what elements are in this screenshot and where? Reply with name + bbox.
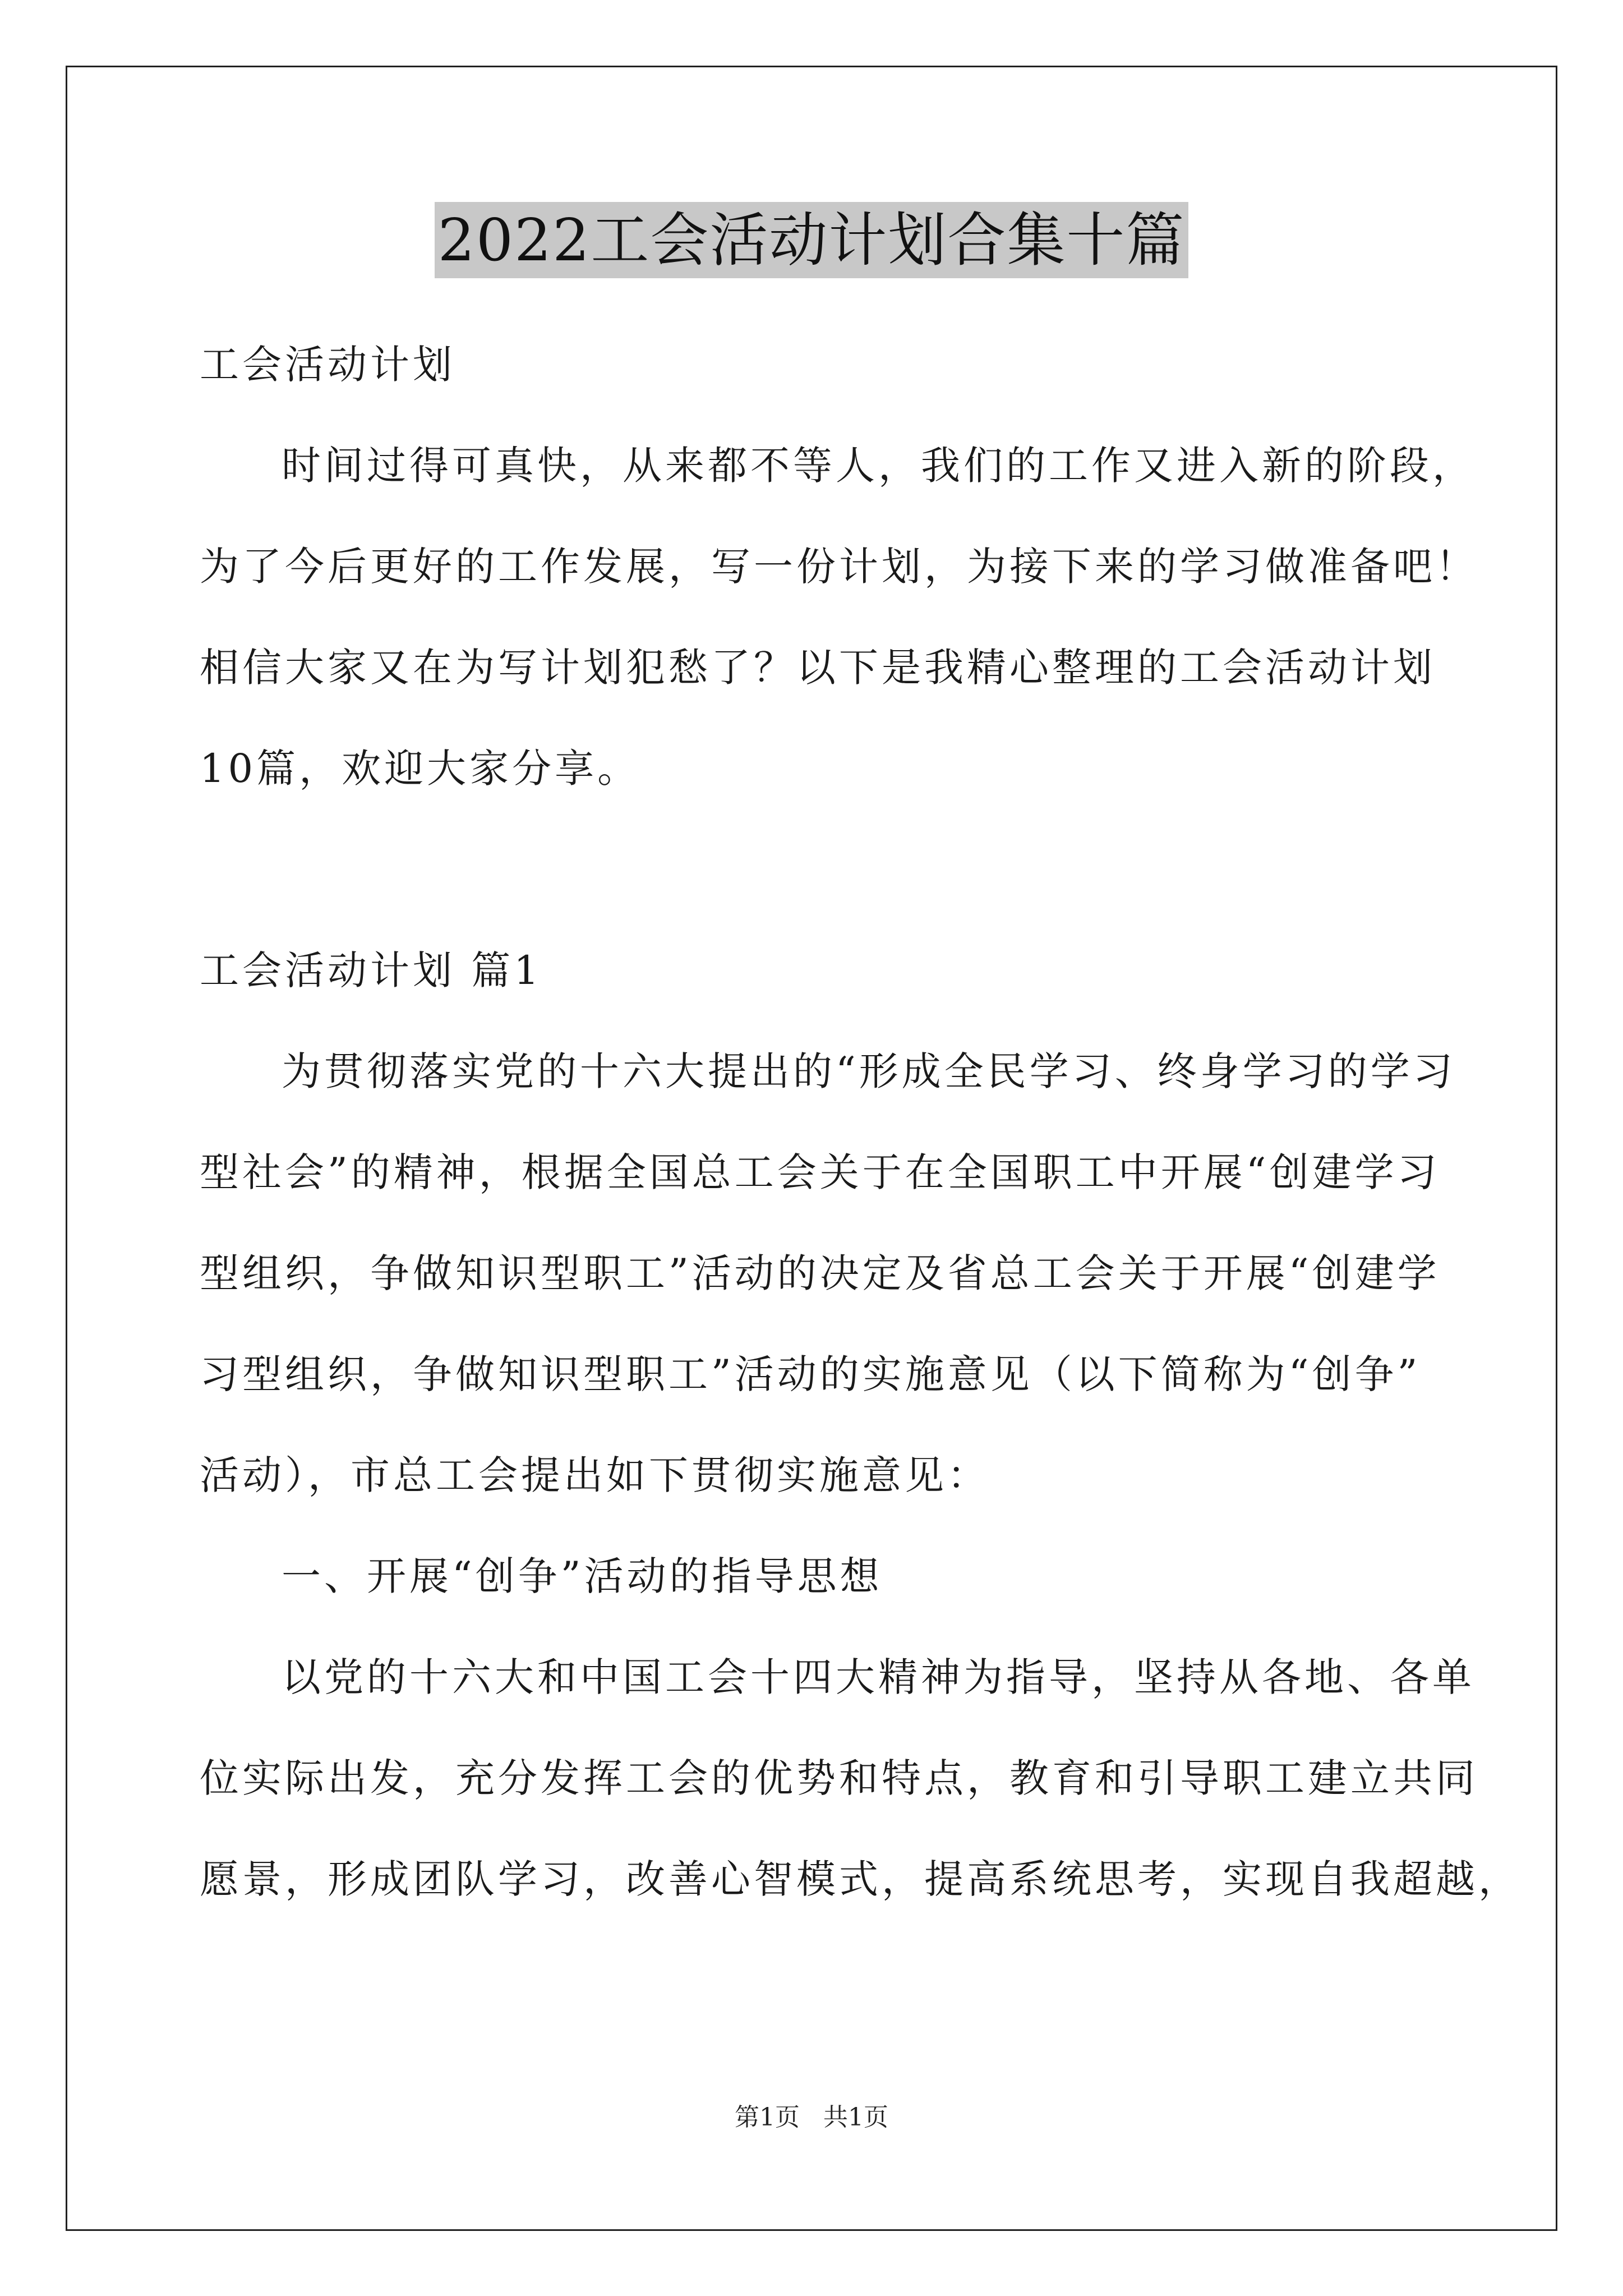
intro-line: 10篇，欢迎大家分享。: [200, 746, 640, 792]
body-line: 型社会”的精神，根据全国总工会关于在全国职工中开展“创建学习: [200, 1149, 1440, 1195]
body-line: 型组织，争做知识型职工”活动的决定及省总工会关于开展“创建学: [200, 1250, 1440, 1296]
page-footer: [0, 2101, 1623, 2134]
intro-line: 时间过得可真快，从来都不等人，我们的工作又进入新的阶段，: [282, 443, 1475, 489]
document-body: [200, 314, 1521, 1930]
paragraph-gap: [200, 819, 1450, 920]
intro-line: 为了今后更好的工作发展，写一份计划，为接下来的学习做准备吧！: [200, 544, 1478, 590]
body-line: 以党的十六大和中国工会十四大精神为指导，坚持从各地、各单: [282, 1654, 1475, 1700]
section-heading: 工会活动计划: [200, 342, 455, 388]
page-number: 第1页: [735, 2103, 800, 2132]
document-title: 2022工会活动计划合集十篇: [435, 202, 1189, 278]
title-area: [0, 202, 1623, 278]
intro-line: 相信大家又在为写计划犯愁了？以下是我精心整理的工会活动计划: [200, 645, 1436, 691]
subheading: 一、开展“创争”活动的指导思想: [282, 1553, 883, 1599]
body-line: 愿景，形成团队学习，改善心智模式，提高系统思考，实现自我超越，: [200, 1856, 1521, 1902]
body-line: 为贯彻落实党的十六大提出的“形成全民学习、终身学习的学习: [282, 1048, 1456, 1094]
part-heading: 工会活动计划 篇1: [200, 947, 542, 993]
body-line: 习型组织，争做知识型职工”活动的实施意见（以下简称为“创争”: [200, 1351, 1421, 1397]
page-total: 共1页: [823, 2103, 888, 2132]
body-line: 活动），市总工会提出如下贯彻实施意见：: [200, 1452, 990, 1498]
body-line: 位实际出发，充分发挥工会的优势和特点，教育和引导职工建立共同: [200, 1755, 1478, 1801]
